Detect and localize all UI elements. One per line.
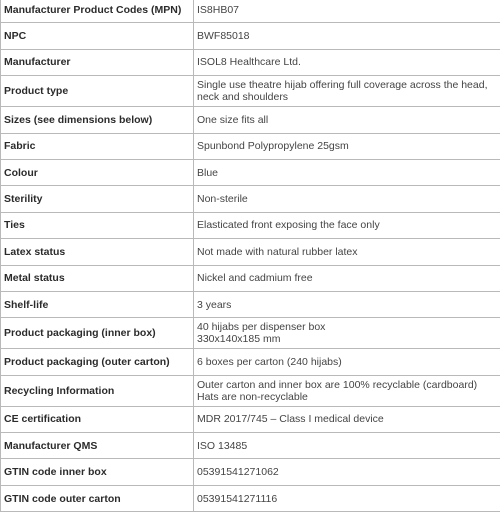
spec-value (194, 239, 500, 265)
table-row (1, 433, 500, 459)
spec-value (194, 212, 500, 238)
spec-label: Product packaging (outer carton) (1, 349, 194, 375)
spec-value (194, 349, 500, 375)
spec-value-line: One size fits all (197, 114, 496, 126)
spec-table-body (1, 0, 500, 512)
table-row (1, 485, 500, 511)
spec-value-line: 05391541271116 (197, 493, 496, 505)
table-row (1, 375, 500, 406)
spec-value-line: Blue (197, 167, 496, 179)
spec-value (194, 0, 500, 23)
spec-value (194, 318, 500, 349)
spec-value-line: IS8HB07 (197, 4, 496, 16)
spec-label: Manufacturer (1, 49, 194, 75)
spec-label: Product packaging (inner box) (1, 318, 194, 349)
table-row (1, 459, 500, 485)
table-row (1, 212, 500, 238)
spec-value-line: 40 hijabs per dispenser box (197, 321, 496, 333)
spec-label: Shelf-life (1, 291, 194, 317)
spec-value-line: Non-sterile (197, 193, 496, 205)
spec-value (194, 107, 500, 133)
spec-label: CE certification (1, 406, 194, 432)
spec-value-line: neck and shoulders (197, 91, 496, 103)
table-row (1, 349, 500, 375)
spec-value (194, 159, 500, 185)
spec-value (194, 459, 500, 485)
table-row (1, 318, 500, 349)
spec-value-line: Outer carton and inner box are 100% recyclable (cardboard) (197, 379, 496, 391)
spec-label: Recycling Information (1, 375, 194, 406)
spec-label: Ties (1, 212, 194, 238)
spec-value (194, 133, 500, 159)
spec-value-line: Hats are non-recyclable (197, 391, 496, 403)
spec-value-line: Spunbond Polypropylene 25gsm (197, 140, 496, 152)
table-row (1, 291, 500, 317)
table-row (1, 159, 500, 185)
spec-value (194, 406, 500, 432)
spec-label: Latex status (1, 239, 194, 265)
table-row (1, 49, 500, 75)
spec-label: GTIN code outer carton (1, 485, 194, 511)
spec-label: Fabric (1, 133, 194, 159)
spec-value-line: Not made with natural rubber latex (197, 246, 496, 258)
spec-value (194, 186, 500, 212)
spec-label: Sizes (see dimensions below) (1, 107, 194, 133)
spec-value-line: 3 years (197, 299, 496, 311)
spec-value (194, 23, 500, 49)
spec-value (194, 49, 500, 75)
spec-value (194, 485, 500, 511)
spec-label: Product type (1, 76, 194, 107)
table-row (1, 133, 500, 159)
spec-label: NPC (1, 23, 194, 49)
spec-value-line: 330x140x185 mm (197, 333, 496, 345)
spec-value (194, 375, 500, 406)
spec-label: Metal status (1, 265, 194, 291)
spec-value-line: Single use theatre hijab offering full coverage across the head, (197, 79, 496, 91)
spec-label: GTIN code inner box (1, 459, 194, 485)
spec-value-line: Nickel and cadmium free (197, 272, 496, 284)
table-row (1, 0, 500, 23)
spec-value-line: Elasticated front exposing the face only (197, 219, 496, 231)
table-row (1, 76, 500, 107)
spec-value (194, 76, 500, 107)
spec-label: Colour (1, 159, 194, 185)
spec-value-line: 6 boxes per carton (240 hijabs) (197, 356, 496, 368)
table-row (1, 239, 500, 265)
spec-value-line: ISO 13485 (197, 440, 496, 452)
spec-value-line: BWF85018 (197, 30, 496, 42)
spec-value-line: 05391541271062 (197, 466, 496, 478)
spec-value (194, 291, 500, 317)
spec-value (194, 265, 500, 291)
table-row (1, 107, 500, 133)
spec-label: Manufacturer Product Codes (MPN) (1, 0, 194, 23)
table-row (1, 186, 500, 212)
table-row (1, 265, 500, 291)
table-row (1, 406, 500, 432)
spec-value-line: ISOL8 Healthcare Ltd. (197, 56, 496, 68)
spec-value-line: MDR 2017/745 – Class I medical device (197, 413, 496, 425)
table-row (1, 23, 500, 49)
spec-label: Sterility (1, 186, 194, 212)
spec-value (194, 433, 500, 459)
spec-label: Manufacturer QMS (1, 433, 194, 459)
